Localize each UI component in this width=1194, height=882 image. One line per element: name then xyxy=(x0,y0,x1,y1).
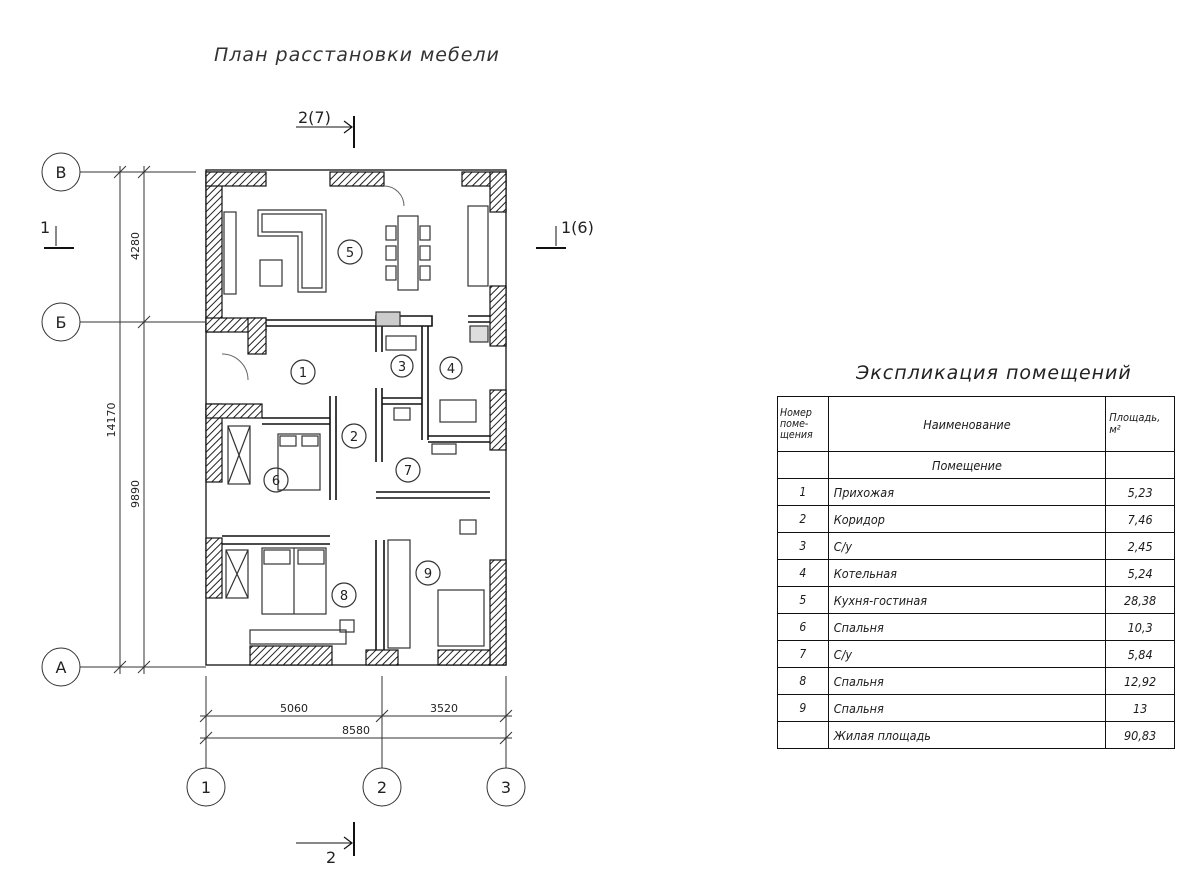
section-label-top: 2(7) xyxy=(298,108,331,127)
total-area: 90,83 xyxy=(1106,722,1175,749)
axis-label-b: Б xyxy=(55,313,67,332)
dim-8580: 8580 xyxy=(342,724,370,737)
section-row xyxy=(778,452,1175,479)
table-row: 2 Коридор 7,46 xyxy=(778,506,1175,533)
table-header-row xyxy=(778,397,1175,452)
header-area: Площадь, м² xyxy=(1106,397,1175,452)
room-number-2: 2 xyxy=(349,430,359,445)
axis-label-a: А xyxy=(55,658,67,677)
header-name: Наименование xyxy=(828,397,1105,452)
plan-title: План расстановки мебели xyxy=(214,44,500,66)
section-label-bottom: 2 xyxy=(326,848,337,867)
table-row: 9 Спальня 13 xyxy=(778,695,1175,722)
dim-4280: 4280 xyxy=(129,232,142,260)
dim-9890: 9890 xyxy=(129,480,142,508)
dim-5060: 5060 xyxy=(280,702,308,715)
furniture xyxy=(224,206,488,648)
room-number-5: 5 xyxy=(345,246,355,261)
total-row xyxy=(778,722,1175,749)
room-number-6: 6 xyxy=(271,474,281,489)
room-number-8: 8 xyxy=(339,589,349,604)
table-row: 5 Кухня-гостиная 28,38 xyxy=(778,587,1175,614)
dim-3520: 3520 xyxy=(430,702,458,715)
explication-title: Экспликация помещений xyxy=(856,362,1132,384)
total-label: Жилая площадь xyxy=(828,722,1105,749)
room-number-9: 9 xyxy=(423,567,433,582)
axis-label-3: 3 xyxy=(500,778,512,797)
axis-label-v: В xyxy=(55,163,67,182)
room-number-4: 4 xyxy=(446,362,456,377)
exterior-walls xyxy=(206,170,506,665)
table-row: 8 Спальня 12,92 xyxy=(778,668,1175,695)
section-label-left: 1 xyxy=(40,218,51,237)
table-row: 1 Прихожая 5,23 xyxy=(778,479,1175,506)
table-row: 4 Котельная 5,24 xyxy=(778,560,1175,587)
section-label-right: 1(6) xyxy=(561,218,594,237)
column-axes xyxy=(187,676,525,806)
axis-label-2: 2 xyxy=(376,778,388,797)
section-label: Помещение xyxy=(828,452,1105,479)
explication-table xyxy=(777,396,1175,749)
table-row: 7 С/у 5,84 xyxy=(778,641,1175,668)
axis-label-1: 1 xyxy=(200,778,212,797)
table-row: 3 С/у 2,45 xyxy=(778,533,1175,560)
dim-14170: 14170 xyxy=(105,402,118,438)
room-number-3: 3 xyxy=(397,360,407,375)
row-axes xyxy=(42,153,206,686)
table-row: 6 Спальня 10,3 xyxy=(778,614,1175,641)
room-number-7: 7 xyxy=(403,464,413,479)
room-number-1: 1 xyxy=(298,366,308,381)
header-num: Номер поме- щения xyxy=(778,397,829,452)
